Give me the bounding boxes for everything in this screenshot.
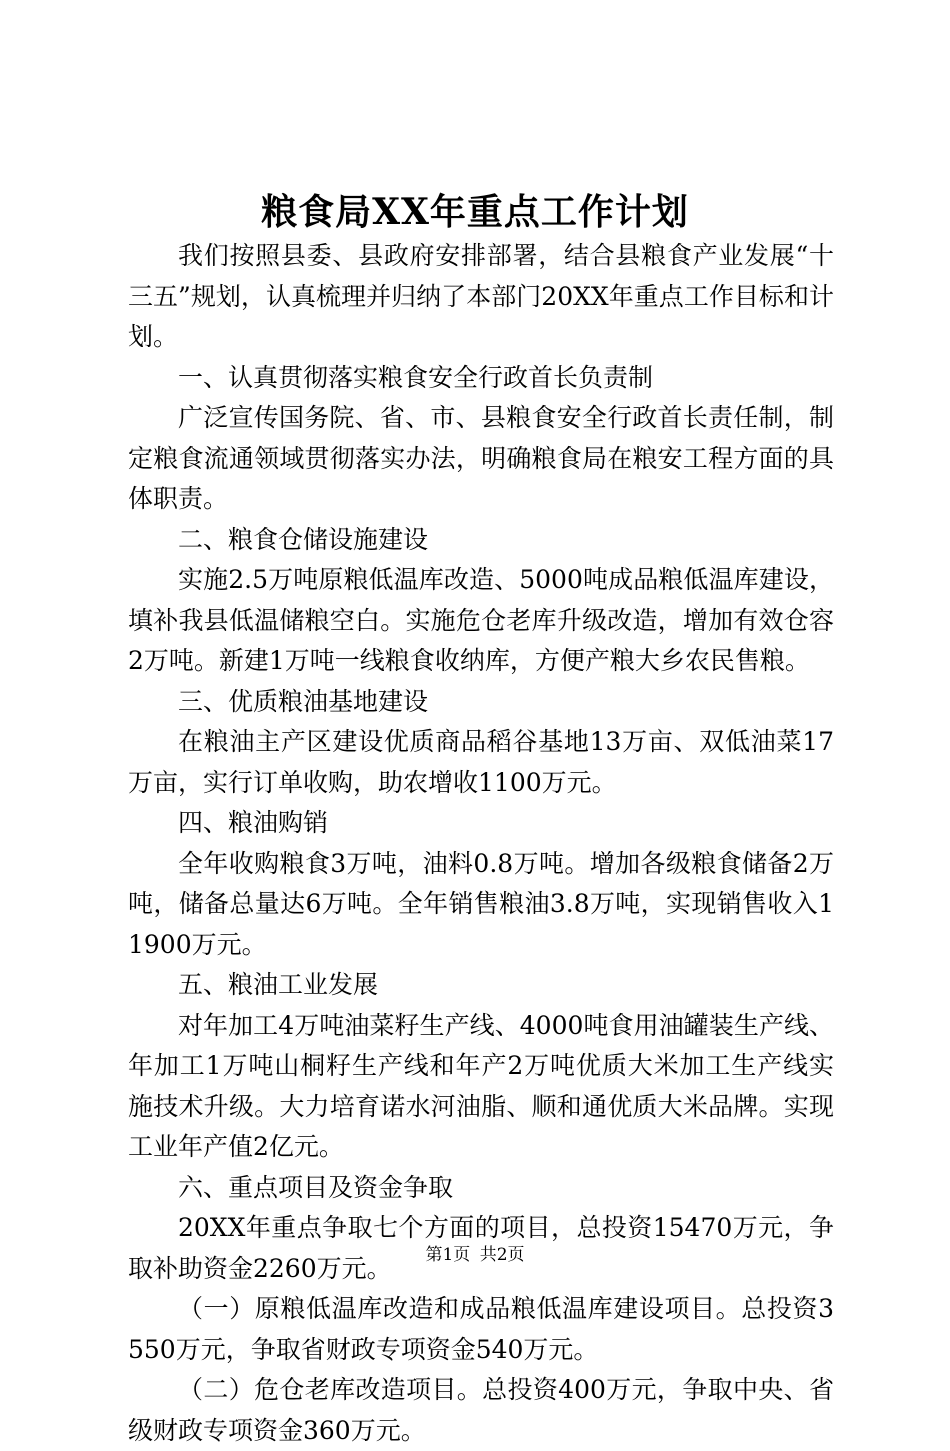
section-paragraph-3: 在粮油主产区建设优质商品稻谷基地13万亩、双低油菜17万亩，实行订单收购，助农增收1100万元。 [128,727,834,797]
page-number: 第1页 [425,1245,471,1265]
intro-paragraph: 我们按照县委、县政府安排部署，结合县粮食产业发展“十三五”规划，认真梳理并归纳了本部门20XX年重点工作目标和计划。 [128,241,834,351]
section-paragraph-5: 对年加工4万吨油菜籽生产线、4000吨食用油罐装生产线、年加工1万吨山桐籽生产线和年产2万吨优质大米加工生产线实施技术升级。大力培育诺水河油脂、顺和通优质大米品牌。实现工业年产值2亿元。 [128,1010,834,1161]
section-paragraph-6: 20XX年重点争取七个方面的项目，总投资15470万元，争取补助资金2260万元。 [128,1213,834,1283]
section-heading-5: 五、粮油工业发展 [178,970,379,999]
sub-item-paragraph-2: （二）危仓老库改造项目。总投资400万元，争取中央、省级财政专项资金360万元。 [128,1375,834,1445]
page-total: 共2页 [479,1245,525,1265]
section-paragraph-2: 实施2.5万吨原粮低温库改造、5000吨成品粮低温库建设，填补我县低温储粮空白。实施危仓老库升级改造，增加有效仓容2万吨。新建1万吨一线粮食收纳库，方便产粮大乡农民售粮。 [128,565,834,675]
document-body [128,236,834,1451]
section-heading-3: 三、优质粮油基地建设 [178,686,429,716]
section-heading-2: 二、粮食仓储设施建设 [178,524,429,554]
page-footer [0,1243,950,1267]
section-heading-1: 一、认真贯彻落实粮食安全行政首长负责制 [178,362,654,392]
section-paragraph-4: 全年收购粮食3万吨，油料0.8万吨。增加各级粮食储备2万吨，储备总量达6万吨。全年销售粮油3.8万吨，实现销售收入11900万元。 [128,848,834,959]
sub-item-paragraph-1: （一）原粮低温库改造和成品粮低温库建设项目。总投资3550万元，争取省财政专项资金540万元。 [128,1294,834,1364]
section-paragraph-1: 广泛宣传国务院、省、市、县粮食安全行政首长责任制，制定粮食流通领域贯彻落实办法，明确粮食局在粮安工程方面的具体职责。 [128,403,834,513]
section-heading-6: 六、重点项目及资金争取 [178,1172,454,1202]
section-heading-4: 四、粮油购销 [178,808,329,837]
page-title: 粮食局XX年重点工作计划 [261,191,689,233]
